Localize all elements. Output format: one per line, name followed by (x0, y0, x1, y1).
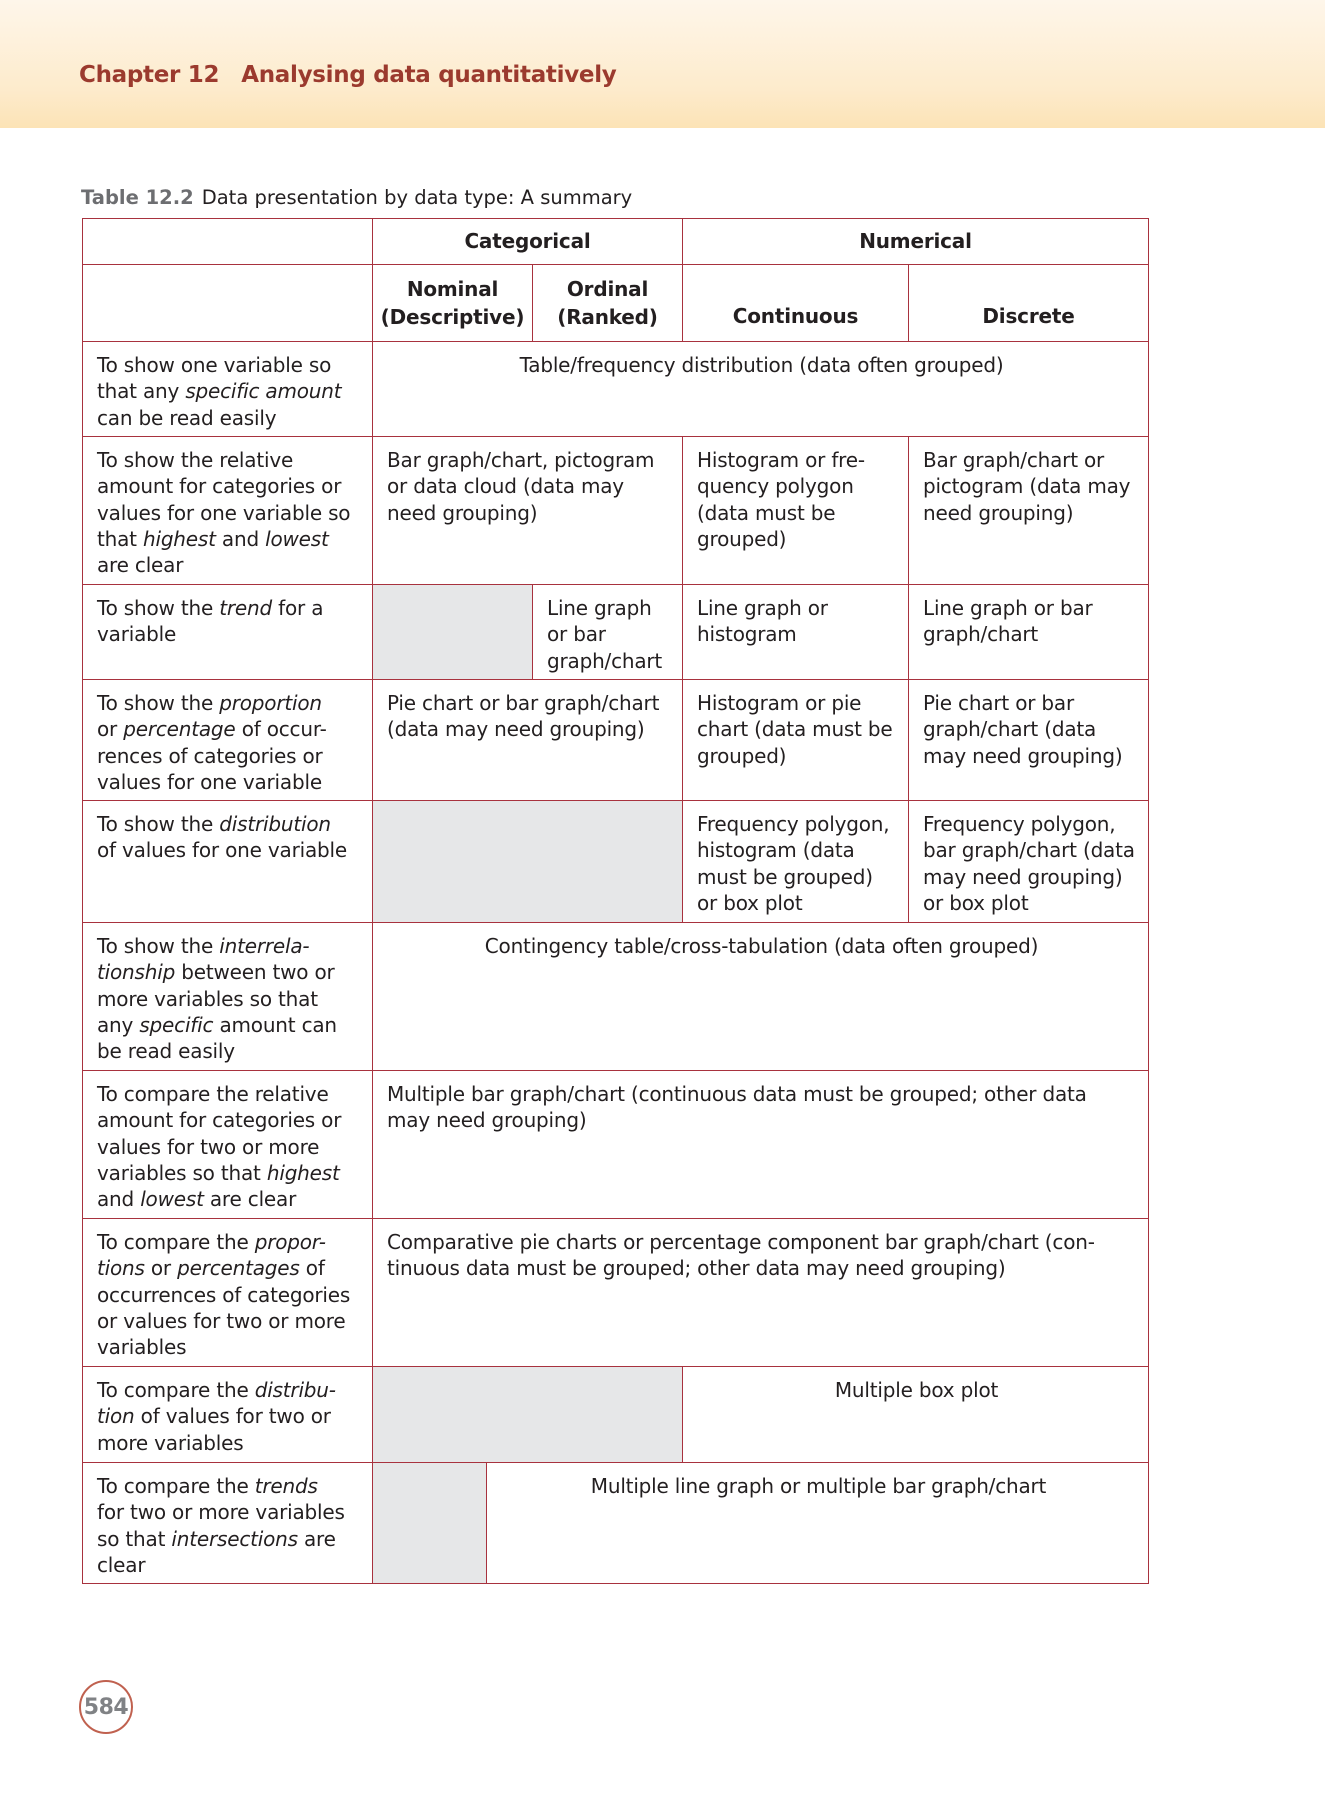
cell-text-line: variables (97, 1335, 187, 1360)
cell-text-line: or values for two or more (97, 1308, 346, 1333)
cell-text-line: Pie chart or bar graph/chart (387, 691, 660, 715)
purpose-cell (82, 1366, 373, 1463)
cell-text-line: and lowest are clear (97, 1187, 297, 1212)
all-types-cell (372, 341, 1149, 437)
cell-text-line: To compare the trends (97, 1474, 318, 1498)
purpose-cell (82, 1070, 373, 1219)
all-types-cell (372, 922, 1149, 1071)
cell-text-line: histogram (697, 622, 797, 647)
cell-text-line: rences of categories or (97, 743, 323, 768)
all-types-text: Table/frequency distribution (data often grouped) (519, 353, 1004, 377)
header-categorical (372, 218, 683, 265)
discrete-cell (908, 679, 1149, 801)
header-numerical-label: Numerical (859, 229, 972, 254)
cell-text-line: chart (data must be (697, 717, 893, 742)
cell-text-line: variables so that highest (97, 1160, 340, 1185)
cell-text-line: Line graph (547, 596, 652, 620)
rest-types-text: Multiple line graph or multiple bar graph/chart (590, 1474, 1047, 1498)
cell-text-line: that highest and lowest (97, 526, 329, 551)
cell-text-line: so that intersections are (97, 1526, 336, 1551)
all-types-cell (372, 1070, 1149, 1219)
chapter-title: Analysing data quantitatively (241, 62, 617, 88)
cell-text-line: may need grouping) (923, 743, 1123, 768)
cell-text-line: histogram (data (697, 838, 855, 863)
cell-text-line: tion of values for two or (97, 1404, 331, 1429)
page-number-badge (79, 1680, 133, 1734)
discrete-cell (908, 584, 1149, 680)
cell-text-line: values for two or more (97, 1134, 320, 1159)
cell-text-line: To show the trend for a (97, 596, 324, 620)
cell-text-line: Frequency polygon, (697, 812, 890, 836)
chapter-number: Chapter 12 (79, 62, 220, 88)
header-ordinal-l1: Ordinal (566, 277, 649, 301)
purpose-cell (82, 922, 373, 1071)
header-nominal (372, 264, 533, 342)
purpose-cell (82, 341, 373, 437)
continuous-cell (682, 800, 909, 923)
cell-text-line: or bar (547, 622, 606, 647)
discrete-cell (908, 800, 1149, 923)
cell-text-line: that any specific amount (97, 379, 342, 404)
not-applicable-cell (372, 1366, 683, 1463)
not-applicable-cell (372, 1462, 487, 1584)
cell-text-line: Comparative pie charts or percentage component bar graph/chart (con- (387, 1230, 1095, 1254)
cell-text-line: may need grouping) (923, 864, 1123, 889)
cell-text-line: of values for one variable (97, 838, 347, 863)
header-corner-cell (82, 218, 373, 265)
cell-text-line: must be grouped) (697, 864, 873, 889)
cell-text-line: tions or percentages of (97, 1256, 325, 1281)
continuous-cell (682, 584, 909, 680)
cell-text-line: are clear (97, 553, 184, 578)
cell-text-line: values for one variable so (97, 500, 351, 525)
cell-text-line: may need grouping) (387, 1108, 587, 1133)
cell-text-line: amount for categories or (97, 474, 342, 499)
cell-text-line: graph/chart (data (923, 717, 1097, 742)
chapter-heading (79, 62, 616, 88)
not-applicable-cell (372, 800, 683, 923)
cell-text-line: variable (97, 622, 177, 647)
header-categorical-label: Categorical (464, 229, 591, 254)
cell-text-line: Multiple bar graph/chart (continuous data must be grouped; other data (387, 1082, 1087, 1106)
cell-text-line: To compare the distribu- (97, 1378, 336, 1402)
cell-text-line: pictogram (data may (923, 474, 1131, 499)
cell-text-line: To show the interrela- (97, 934, 310, 958)
header-corner-cell-2 (82, 264, 373, 342)
cell-text-line: graph/chart (923, 622, 1039, 647)
cell-text-line: values for one variable (97, 769, 322, 794)
cell-text-line: amount for categories or (97, 1108, 342, 1133)
cell-text-line: Bar graph/chart, pictogram (387, 448, 655, 472)
purpose-cell (82, 436, 373, 585)
cell-text-line: To compare the propor- (97, 1230, 326, 1254)
purpose-cell (82, 1462, 373, 1584)
cell-text-line: Histogram or fre- (697, 448, 865, 472)
cell-text-line: To show the relative (97, 448, 294, 472)
table-caption (81, 186, 632, 209)
cell-text-line: be read easily (97, 1039, 235, 1064)
cell-text-line: Pie chart or bar (923, 691, 1074, 715)
cell-text-line: need grouping) (387, 500, 538, 525)
cell-text-line: for two or more variables (97, 1500, 345, 1525)
header-numerical (682, 218, 1149, 265)
cell-text-line: or data cloud (data may (387, 474, 624, 499)
cell-text-line: To compare the relative (97, 1082, 329, 1106)
cell-text-line: Frequency polygon, (923, 812, 1116, 836)
categorical-cell (372, 679, 683, 801)
cell-text-line: Bar graph/chart or (923, 448, 1105, 472)
cell-text-line: more variables (97, 1430, 244, 1455)
cell-text-line: (data may need grouping) (387, 717, 645, 742)
cell-text-line: any specific amount can (97, 1012, 337, 1037)
cell-text-line: or percentage of occur- (97, 717, 327, 742)
table-caption-text: Data presentation by data type: A summary (201, 186, 633, 209)
header-continuous (682, 264, 909, 342)
ordinal-cell (532, 584, 683, 680)
cell-text-line: Histogram or pie (697, 691, 862, 715)
all-types-text: Contingency table/cross-tabulation (data often grouped) (484, 934, 1039, 958)
cell-text-line: Line graph or (697, 596, 828, 620)
continuous-cell (682, 436, 909, 585)
rest-types-cell (486, 1462, 1149, 1584)
cell-text-line: To show the proportion (97, 691, 322, 715)
purpose-cell (82, 800, 373, 923)
discrete-cell (908, 436, 1149, 585)
all-types-cell (372, 1218, 1149, 1367)
cell-text-line: quency polygon (697, 474, 854, 499)
cell-text-line: tionship between two or (97, 960, 335, 985)
cell-text-line: can be read easily (97, 405, 277, 430)
header-continuous-label: Continuous (732, 303, 859, 328)
cell-text-line: To show the distribution (97, 812, 331, 836)
cell-text-line: need grouping) (923, 500, 1074, 525)
header-nominal-l2: (Descriptive) (380, 305, 525, 329)
header-discrete-label: Discrete (982, 303, 1075, 328)
cell-text-line: To show one variable so (97, 353, 332, 377)
cell-text-line: tinuous data must be grouped; other data may need grouping) (387, 1256, 1006, 1281)
numerical-text: Multiple box plot (834, 1378, 999, 1402)
table-caption-label: Table 12.2 (81, 186, 194, 209)
cell-text-line: clear (97, 1552, 146, 1577)
cell-text-line: graph/chart (547, 648, 663, 673)
header-ordinal (532, 264, 683, 342)
numerical-cell (682, 1366, 1149, 1463)
cell-text-line: (data must be (697, 500, 836, 525)
cell-text-line: more variables so that (97, 986, 318, 1011)
cell-text-line: grouped) (697, 743, 787, 768)
purpose-cell (82, 584, 373, 680)
header-nominal-l1: Nominal (406, 277, 499, 301)
page-number: 584 (83, 1694, 129, 1720)
categorical-cell (372, 436, 683, 585)
cell-text-line: occurrences of categories (97, 1282, 351, 1307)
cell-text-line: Line graph or bar (923, 596, 1093, 620)
cell-text-line: bar graph/chart (data (923, 838, 1135, 863)
header-discrete (908, 264, 1149, 342)
continuous-cell (682, 679, 909, 801)
cell-text-line: grouped) (697, 526, 787, 551)
cell-text-line: or box plot (697, 890, 803, 915)
header-ordinal-l2: (Ranked) (557, 305, 658, 329)
cell-text-line: or box plot (923, 890, 1029, 915)
not-applicable-cell (372, 584, 533, 680)
purpose-cell (82, 1218, 373, 1367)
purpose-cell (82, 679, 373, 801)
